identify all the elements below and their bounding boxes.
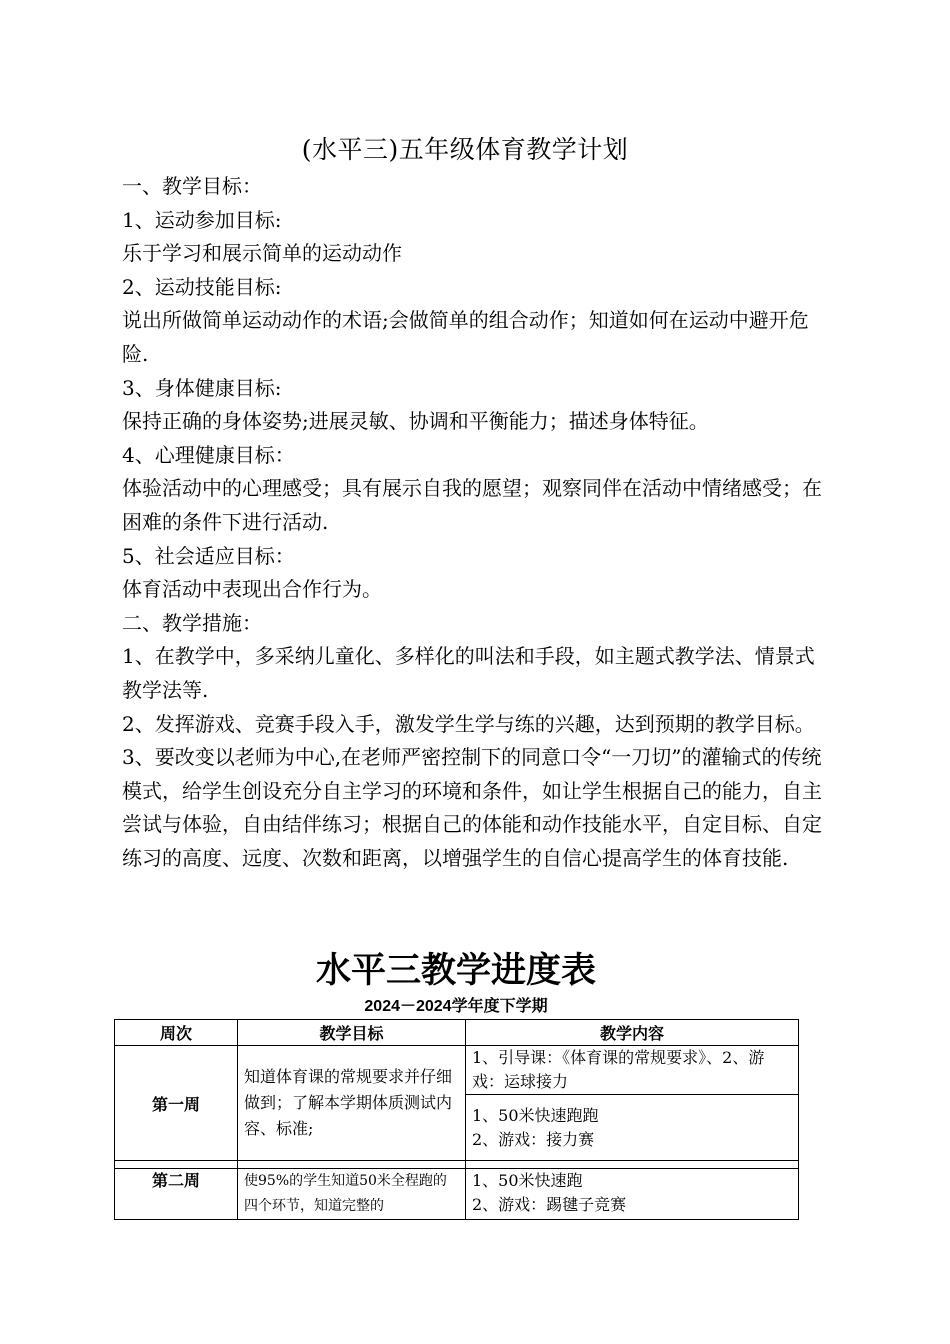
content-line: 1、50米快速跑跑 [472, 1105, 599, 1125]
goal-text: 体验活动中的心理感受；具有展示自我的愿望；观察同伴在活动中情绪感受；在困难的条件下进行活动. [122, 476, 822, 534]
document-body [122, 170, 822, 875]
measure-text: 3、要改变以老师为中心,在老师严密控制下的同意口令“一刀切”的灌输式的传统模式，给学生创设充分自主学习的环境和条件，如让学生根据自己的能力，自主尝试与体验，自由结伴练习；根据自己的体能和动作技能水平，自定目标、自定练习的高度、远度、次数和距离，以增强学生的自信心提高学生的体育技能. [122, 745, 822, 870]
table-header-row [115, 1020, 799, 1046]
content-cell [466, 1169, 799, 1220]
goal-text: 保持正确的身体姿势;进展灵敏、协调和平衡能力；描述身体特征。 [122, 409, 709, 434]
goal-heading: 5、社会适应目标： [122, 543, 295, 568]
table-row [115, 1169, 799, 1220]
table-separator [115, 1161, 799, 1169]
schedule-title: 水平三教学进度表 [315, 951, 596, 991]
measure-text: 2、发挥游戏、竞赛手段入手，激发学生学与练的兴趣，达到预期的教学目标。 [122, 711, 815, 736]
schedule-subtitle: 2024－2024学年度下学期 [364, 998, 548, 1015]
schedule-table [114, 1019, 799, 1220]
header-content: 教学内容 [466, 1020, 799, 1046]
content-line: 1、引导课：《体育课的常规要求》、2、游戏：运球接力 [472, 1048, 765, 1091]
goal-heading: 4、心理健康目标： [122, 442, 295, 467]
measure-text: 1、在教学中，多采纳儿童化、多样化的叫法和手段，如主题式教学法、情景式教学法等. [122, 644, 815, 702]
week-cell: 第一周 [115, 1046, 238, 1161]
header-goal: 教学目标 [238, 1020, 466, 1046]
goal-heading: 3、身体健康目标: [122, 375, 282, 400]
goal-heading: 1、运动参加目标: [122, 207, 282, 232]
content-cell [466, 1095, 799, 1161]
document-title: (水平三)五年级体育教学计划 [301, 135, 629, 164]
content-line: 1、50米快速跑 [472, 1171, 583, 1190]
goal-cell: 知道体育课的常规要求并仔细做到；了解本学期体质测试内容、标准; [238, 1046, 466, 1161]
section-heading: 一、教学目标： [122, 174, 262, 198]
week-cell: 第二周 [115, 1169, 238, 1220]
goal-text: 体育活动中表现出合作行为。 [122, 577, 382, 602]
header-week: 周次 [115, 1020, 238, 1046]
content-line: 2、游戏：踢毽子竞赛 [472, 1195, 627, 1214]
goal-text: 乐于学习和展示简单的运动动作 [122, 241, 402, 266]
content-line: 2、游戏：接力赛 [472, 1129, 595, 1149]
goal-text: 说出所做简单运动动作的术语;会做简单的组合动作；知道如何在运动中避开危险. [122, 308, 809, 366]
section-heading: 二、教学措施： [122, 610, 262, 635]
goal-cell: 使95%的学生知道50米全程跑的四个环节，知道完整的 [238, 1169, 466, 1220]
goal-heading: 2、运动技能目标: [122, 274, 282, 299]
table-row [115, 1046, 799, 1095]
content-cell [466, 1046, 799, 1095]
